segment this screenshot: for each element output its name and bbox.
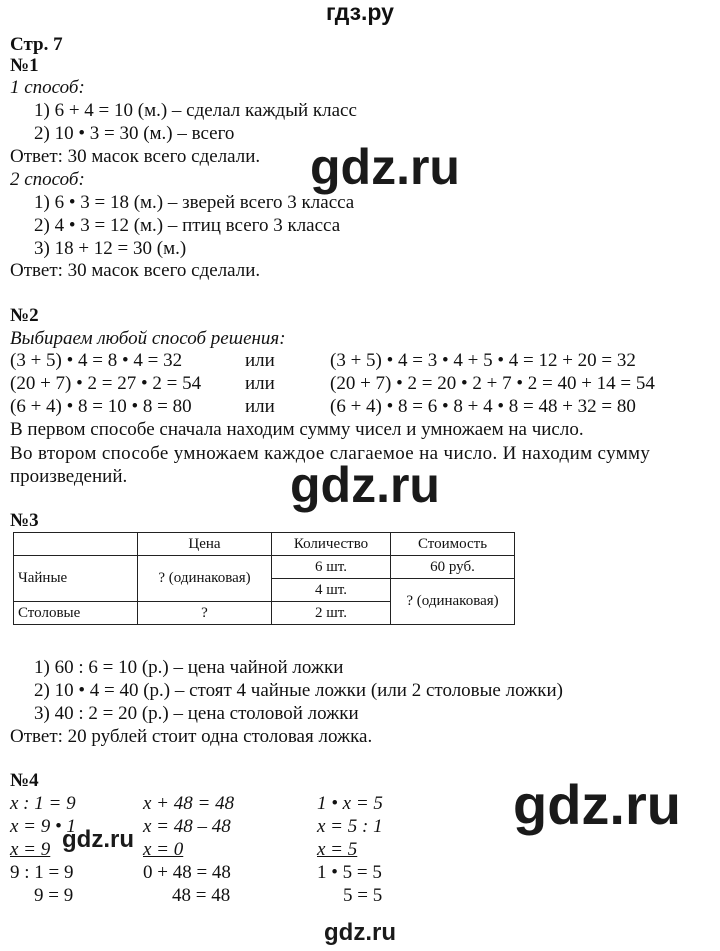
task2-intro: Выбираем любой способ решения:	[10, 328, 286, 349]
task2-left-expression: (3 + 5) • 4 = 8 • 4 = 32	[10, 350, 183, 371]
watermark: gdz.ru	[324, 919, 396, 946]
equation-result: x = 5	[317, 839, 358, 860]
task2-right-expression: (3 + 5) • 4 = 3 • 4 + 5 • 4 = 12 + 20 = 32	[330, 350, 636, 371]
equation-line: x + 48 = 48	[143, 793, 235, 814]
task3-line: 3) 40 : 2 = 20 (р.) – цена столовой ложки	[34, 703, 359, 724]
equation-check: 9 = 9	[34, 885, 74, 906]
task3-answer: Ответ: 20 рублей стоит одна столовая ложка.	[10, 726, 373, 747]
cost-cell: 60 руб.	[391, 556, 515, 579]
equation-line: 1 • x = 5	[317, 793, 383, 814]
watermark: gdz.ru	[290, 457, 440, 513]
row-label: Чайные	[14, 556, 138, 602]
task2-title: №2	[10, 305, 39, 326]
equation-check: 1 • 5 = 5	[317, 862, 382, 883]
task2-left-expression: (20 + 7) • 2 = 27 • 2 = 54	[10, 373, 202, 394]
table-header: Цена	[138, 533, 272, 556]
task2-or: или	[245, 350, 275, 371]
task3-line: 1) 60 : 6 = 10 (р.) – цена чайной ложки	[34, 657, 344, 678]
quantity-cell: 4 шт.	[272, 579, 391, 602]
watermark: gdz.ru	[62, 826, 134, 853]
task3-line: 2) 10 • 4 = 40 (р.) – стоят 4 чайные ложки (или 2 столовые ложки)	[34, 680, 563, 701]
task1-way2-line: 2) 4 • 3 = 12 (м.) – птиц всего 3 класса	[34, 215, 341, 236]
task2-or: или	[245, 396, 275, 417]
row-label: Столовые	[14, 602, 138, 625]
task1-way1-line: 2) 10 • 3 = 30 (м.) – всего	[34, 123, 235, 144]
price-cell: ?	[138, 602, 272, 625]
task1-answer2: Ответ: 30 масок всего сделали.	[10, 260, 261, 281]
watermark: gdz.ru	[310, 139, 460, 195]
equation-line: x = 48 – 48	[143, 816, 231, 837]
page-number: Стр. 7	[10, 34, 63, 55]
task1-answer1: Ответ: 30 масок всего сделали.	[10, 146, 261, 167]
task2-note: Во втором способе умножаем каждое слагаемое на число. И находим сумму	[10, 443, 651, 464]
site-header: гдз.ру	[326, 0, 394, 25]
equation-result: x = 0	[143, 839, 184, 860]
task2-left-expression: (6 + 4) • 8 = 10 • 8 = 80	[10, 396, 192, 417]
equation-result: x = 9	[10, 839, 51, 860]
table-header	[14, 533, 138, 556]
equation-check: 5 = 5	[343, 885, 383, 906]
cost-cell: ? (одинаковая)	[391, 579, 515, 625]
task1-way2-line: 3) 18 + 12 = 30 (м.)	[34, 238, 187, 259]
equation-line: x = 5 : 1	[317, 816, 383, 837]
table-header: Стоимость	[391, 533, 515, 556]
task1-way1-line: 1) 6 + 4 = 10 (м.) – сделал каждый класс	[34, 100, 357, 121]
equation-check: 48 = 48	[172, 885, 231, 906]
quantity-cell: 2 шт.	[272, 602, 391, 625]
task1-way2-heading: 2 способ:	[10, 169, 85, 190]
task4-title: №4	[10, 770, 39, 791]
table-header: Количество	[272, 533, 391, 556]
task2-note: произведений.	[10, 466, 128, 487]
equation-check: 0 + 48 = 48	[143, 862, 231, 883]
quantity-cell: 6 шт.	[272, 556, 391, 579]
price-cell: ? (одинаковая)	[138, 556, 272, 602]
equation-check: 9 : 1 = 9	[10, 862, 74, 883]
price-table	[13, 532, 515, 625]
task1-way2-line: 1) 6 • 3 = 18 (м.) – зверей всего 3 класса	[34, 192, 355, 213]
task2-right-expression: (20 + 7) • 2 = 20 • 2 + 7 • 2 = 40 + 14 = 54	[330, 373, 655, 394]
task3-title: №3	[10, 510, 39, 531]
equation-line: x : 1 = 9	[10, 793, 76, 814]
task2-right-expression: (6 + 4) • 8 = 6 • 8 + 4 • 8 = 48 + 32 = 80	[330, 396, 636, 417]
watermark: gdz.ru	[513, 773, 681, 836]
equation-line: x = 9 • 1	[10, 816, 76, 837]
task2-or: или	[245, 373, 275, 394]
task2-note: В первом способе сначала находим сумму чисел и умножаем на число.	[10, 419, 584, 440]
task1-title: №1	[10, 55, 39, 76]
task1-way1-heading: 1 способ:	[10, 77, 85, 98]
